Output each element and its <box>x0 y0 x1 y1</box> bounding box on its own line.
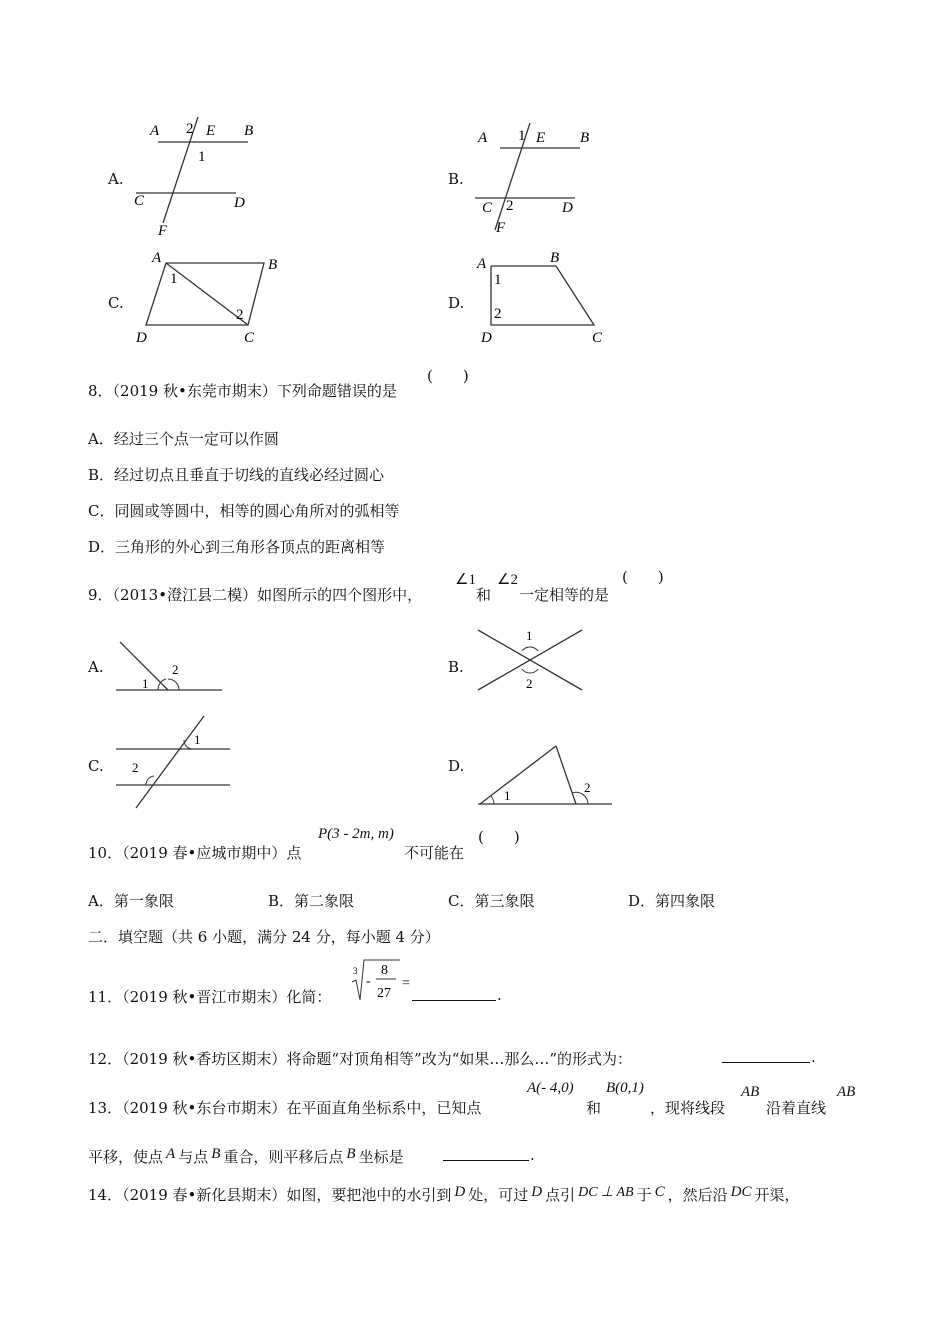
label-2: 2 <box>132 760 139 775</box>
label-c: C <box>482 200 493 216</box>
section-heading: 二．填空题（共 6 小题，满分 24 分，每小题 4 分） <box>88 928 440 946</box>
line-ab: AB <box>837 1084 856 1100</box>
label-b: B <box>268 257 278 273</box>
label-2: 2 <box>494 306 502 322</box>
arc-bottom <box>522 669 538 673</box>
figure-9d <box>474 740 614 810</box>
point-b-label: B <box>346 1146 356 1162</box>
parallelogram <box>146 263 264 325</box>
figure-7c <box>130 248 290 348</box>
transversal <box>136 716 204 808</box>
segment-ab: AB <box>741 1084 760 1100</box>
q8-option-b: B．经过切点且垂直于切线的直线必经过圆心 <box>88 466 385 484</box>
q10-option-d: D．第四象限 <box>628 892 716 910</box>
point-c-label: C <box>654 1184 665 1200</box>
option-b-label: B. <box>448 170 464 188</box>
question-number: 14． <box>88 1186 123 1204</box>
question-11 <box>88 986 331 1007</box>
arc-2 <box>168 679 179 690</box>
answer-blank[interactable] <box>412 986 496 1001</box>
label-d: D <box>136 330 147 346</box>
text: 与点 <box>178 1148 209 1166</box>
root-index: 3 <box>353 966 358 976</box>
q8-option-c: C．同圆或等圆中，相等的圆心角所对的弧相等 <box>88 502 400 520</box>
label-1: 1 <box>170 271 178 287</box>
text: 重合，则平移后点 <box>223 1148 344 1166</box>
point-a: A(- 4,0) <box>527 1080 574 1096</box>
question-text-mid: ，现将线段 <box>650 1099 726 1117</box>
question-tail: 一定相等的是 <box>519 586 610 604</box>
text: 于 <box>636 1186 652 1204</box>
question-text-mid2: 沿着直线 <box>766 1099 827 1117</box>
and-text: 和 <box>586 1099 602 1117</box>
label-f: F <box>158 223 168 239</box>
label-a: A <box>477 256 487 272</box>
text: 坐标是 <box>358 1148 404 1166</box>
arc-1 <box>491 796 494 804</box>
period: . <box>530 1146 535 1164</box>
question-text: （2019 秋•东台市期末）在平面直角坐标系中，已知点 <box>122 1099 482 1117</box>
label-2: 2 <box>526 676 533 691</box>
period: . <box>497 986 502 1004</box>
arc-2 <box>146 776 154 785</box>
q10-option-c: C．第三象限 <box>448 892 535 910</box>
label-2: 2 <box>584 780 591 795</box>
point-b: B(0,1) <box>606 1080 644 1096</box>
radical-sign <box>352 960 400 1000</box>
point-d-label: D <box>454 1184 466 1200</box>
question-text: （2019 秋•晋江市期末）化简： <box>122 988 332 1006</box>
label-2: 2 <box>506 198 514 214</box>
question-text: （2019 春•应城市期中）点 <box>122 844 302 862</box>
label-a: A <box>150 123 160 139</box>
option-c-label: C. <box>108 294 124 312</box>
answer-paren: ( ) <box>622 568 664 586</box>
label-b: B <box>580 130 590 146</box>
arc-top <box>522 647 538 651</box>
figure-7a <box>128 115 268 240</box>
side-right <box>556 746 576 804</box>
answer-blank[interactable] <box>443 1146 529 1161</box>
angle-2: ∠2 <box>497 572 518 588</box>
point-p: P(3 - 2m, m) <box>318 826 394 842</box>
equals-sign: = <box>402 976 410 991</box>
label-d: D <box>481 330 492 346</box>
question-tail: 不可能在 <box>404 844 465 862</box>
trapezoid <box>491 266 594 325</box>
question-number: 11． <box>88 988 123 1006</box>
q8-option-d: D．三角形的外心到三角形各顶点的距离相等 <box>88 538 386 556</box>
question-number: 9． <box>88 586 113 604</box>
label-1: 1 <box>194 732 201 747</box>
label-e: E <box>536 130 546 146</box>
figure-9c <box>112 712 236 812</box>
label-d: D <box>234 195 245 211</box>
figure-7d <box>474 248 624 348</box>
label-1: 1 <box>504 788 511 803</box>
label-1: 1 <box>526 628 533 643</box>
text: 开渠， <box>754 1186 800 1204</box>
label-a: A <box>478 130 488 146</box>
label-1: 1 <box>142 676 149 691</box>
label-a: A <box>152 250 162 266</box>
period: . <box>811 1048 816 1066</box>
question-text: （2019 春•新化县期末）如图，要把池中的水引到 <box>122 1186 452 1204</box>
perpendicular-expression: DC ⊥ AB <box>578 1185 634 1200</box>
q9-option-c-label: C. <box>88 757 104 775</box>
label-f: F <box>496 220 506 236</box>
segment-dc: DC <box>730 1184 752 1200</box>
question-text: （2019 秋•香坊区期末）将命题“对顶角相等”改为“如果…那么…”的形式为： <box>122 1050 633 1068</box>
label-e: E <box>206 123 216 139</box>
cube-root-expression <box>348 956 418 1006</box>
point-d-label: D <box>531 1184 543 1200</box>
question-13-line2 <box>88 1146 404 1167</box>
question-number: 12． <box>88 1050 123 1068</box>
label-2: 2 <box>186 121 194 137</box>
q10-option-b: B．第二象限 <box>268 892 355 910</box>
label-b: B <box>550 250 560 266</box>
text: 平移，使点 <box>88 1148 164 1166</box>
figure-9b <box>470 626 590 696</box>
question-8 <box>88 380 397 401</box>
question-14 <box>88 1184 800 1205</box>
q9-option-d-label: D. <box>448 757 465 775</box>
text: 点引 <box>545 1186 576 1204</box>
text: 处，可过 <box>468 1186 529 1204</box>
q9-option-a-label: A. <box>88 658 104 676</box>
point-b-label: B <box>211 1146 221 1162</box>
label-c: C <box>134 193 145 209</box>
answer-paren: ( ) <box>427 367 469 385</box>
q8-option-a: A．经过三个点一定可以作圆 <box>88 430 279 448</box>
angle-1: ∠1 <box>455 572 476 588</box>
question-text: （2019 秋•东莞市期末）下列命题错误的是 <box>112 382 397 400</box>
question-text: （2013•澄江县二模）如图所示的四个图形中， <box>112 586 423 604</box>
side-left <box>480 746 556 804</box>
label-b: B <box>244 123 254 139</box>
q10-option-a: A．第一象限 <box>88 892 174 910</box>
label-c: C <box>592 330 603 346</box>
question-9 <box>88 584 422 605</box>
q9-option-b-label: B. <box>448 658 464 676</box>
option-a-label: A. <box>108 170 124 188</box>
question-10 <box>88 842 301 863</box>
and-text: 和 <box>476 586 492 604</box>
minus-sign: - <box>366 974 371 989</box>
point-a-label: A <box>166 1146 176 1162</box>
label-1: 1 <box>198 149 206 165</box>
question-number: 10． <box>88 844 123 862</box>
label-2: 2 <box>236 307 244 323</box>
label-1: 1 <box>518 128 526 144</box>
question-number: 13． <box>88 1099 123 1117</box>
question-number: 8． <box>88 382 113 400</box>
label-1: 1 <box>494 272 502 288</box>
option-d-label: D. <box>448 294 465 312</box>
question-13 <box>88 1097 481 1118</box>
text: ，然后沿 <box>667 1186 728 1204</box>
label-c: C <box>244 330 255 346</box>
label-2: 2 <box>172 662 179 677</box>
answer-paren: ( ) <box>478 828 520 846</box>
question-12 <box>88 1048 632 1069</box>
denominator: 27 <box>377 986 391 1001</box>
figure-9a <box>110 636 230 696</box>
numerator: 8 <box>381 963 388 978</box>
answer-blank[interactable] <box>722 1048 810 1063</box>
figure-7b <box>470 120 610 240</box>
label-d: D <box>562 200 573 216</box>
